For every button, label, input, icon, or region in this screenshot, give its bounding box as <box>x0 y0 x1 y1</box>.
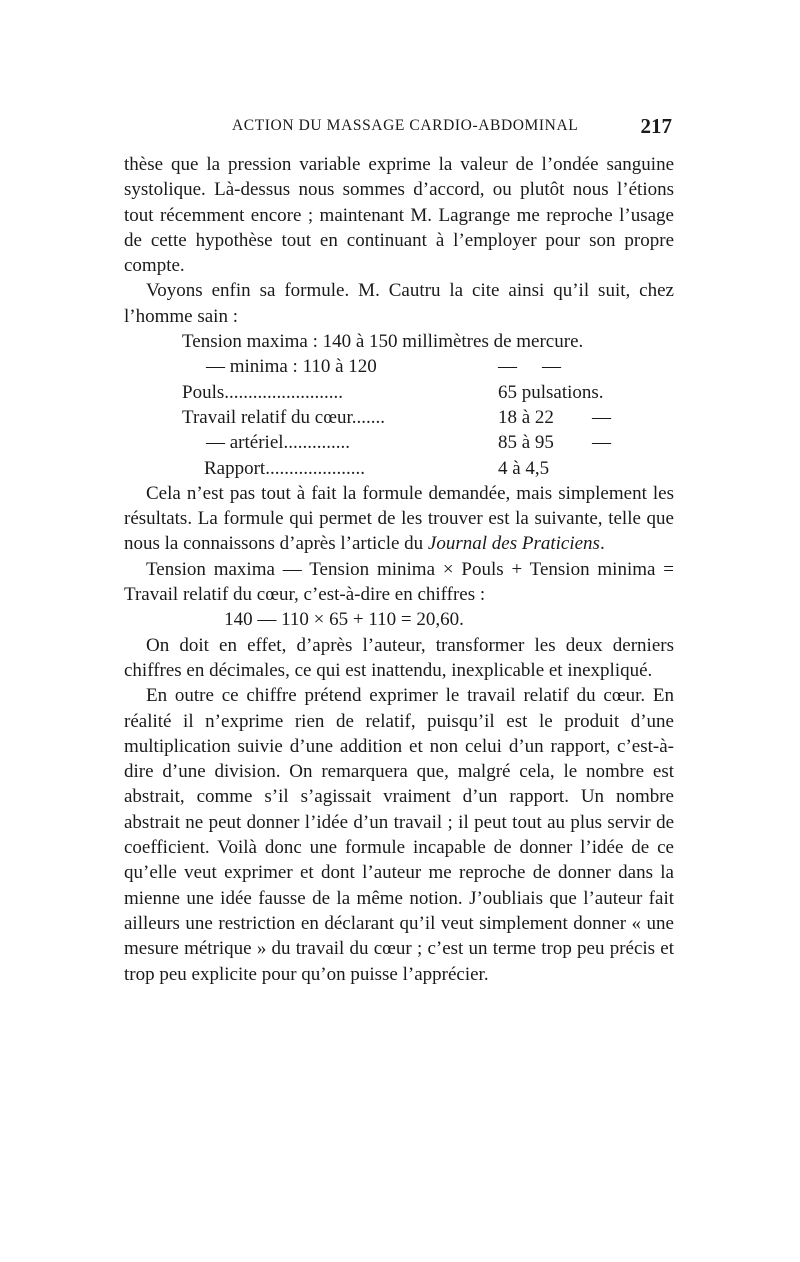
text-span: . <box>599 533 605 555</box>
paragraph-decimals: On doit en effet, d’après l’auteur, transformer les deux derniers chiffres en décimales, ce qui est inattendu, inexplicable et inexpliqué. <box>124 634 674 681</box>
paragraph-formula-source <box>124 481 674 557</box>
paragraph-formula-intro: Voyons enfin sa formule. M. Cautru la cite ainsi qu’il suit, chez l’homme sain : <box>124 280 674 327</box>
table-row <box>182 456 674 481</box>
paragraph-continuation: thèse que la pression variable exprime la valeur de l’ondée sanguine systolique. Là-dessus nous sommes d’accord, ou plutôt nous l’étions tout récemment encore ; maintenant M. Lagrange me reproche l’usage de cette hypothèse tout en continuant à l’employer pour son propre compte. <box>124 154 674 277</box>
table-cell: 65 pulsations. <box>498 381 604 403</box>
table-row <box>182 354 674 379</box>
running-header <box>124 114 680 142</box>
body-text <box>124 152 674 987</box>
table-cell: — minima : 110 à 120 <box>206 356 377 378</box>
journal-title: Journal des Praticiens <box>427 533 600 555</box>
paragraph-formula-text: Tension maxima — Tension minima × Pouls + Tension minima = Travail relatif du cœur, c’est-à-dire en chiffres : <box>124 558 674 606</box>
running-header-title: ACTION DU MASSAGE CARDIO-ABDOMINAL <box>232 117 579 134</box>
table-cell: — <box>592 432 611 454</box>
table-cell: — <box>542 356 561 378</box>
table-cell: Rapport..................... <box>204 457 365 479</box>
table-cell: Travail relatif du cœur....... <box>182 406 385 428</box>
table-cell: 85 à 95 <box>498 432 554 454</box>
formula-numeric: 140 — 110 × 65 + 110 = 20,60. <box>224 609 464 631</box>
table-cell: Tension maxima : 140 à 150 millimètres de mercure. <box>182 331 584 353</box>
text-span: Cela n’est pas tout à fait la formule demandée, mais simplement les résultats. La formule qui permet de les trouver est la suivante, telle que nous la connaissons d’après l’article du <box>124 482 674 555</box>
table-row <box>182 380 674 405</box>
table-row <box>182 405 674 430</box>
page-number: 217 <box>640 114 672 138</box>
table-row <box>182 329 674 354</box>
table-cell: — artériel.............. <box>206 432 351 454</box>
table-cell: Pouls......................... <box>182 381 343 403</box>
paragraph-critique: En outre ce chiffre prétend exprimer le travail relatif du cœur. En réalité il n’exprime rien de relatif, puisqu’il est le produit d’une multiplication suivie d’une addition et non celui d’un rapport, c’est-à-dire d’une division. On remarquera que, malgré cela, le nombre est abstrait, comme s’il s’agissait vraiment d’un rapport. Un nombre abstrait ne peut donner l’idée d’un travail ; il peut tout au plus servir de coefficient. Voilà donc une formule incapable de donner l’idée de ce qu’elle veut exprimer et dont l’auteur me reproche de donner dans la mienne une idée fausse de la même notion. J’oubliais que l’auteur fait ailleurs une restriction en déclarant qu’il veut simplement donner « une mesure métrique » du travail du cœur ; c’est un terme trop peu précis et trop peu explicite pour qu’on puisse l’apprécier. <box>124 685 674 985</box>
table-row <box>182 430 674 455</box>
table-cell: 4 à 4,5 <box>498 457 550 479</box>
normal-values-table <box>182 329 674 481</box>
table-cell: — <box>498 356 517 378</box>
table-cell: 18 à 22 <box>498 406 554 428</box>
table-cell: — <box>592 406 611 428</box>
